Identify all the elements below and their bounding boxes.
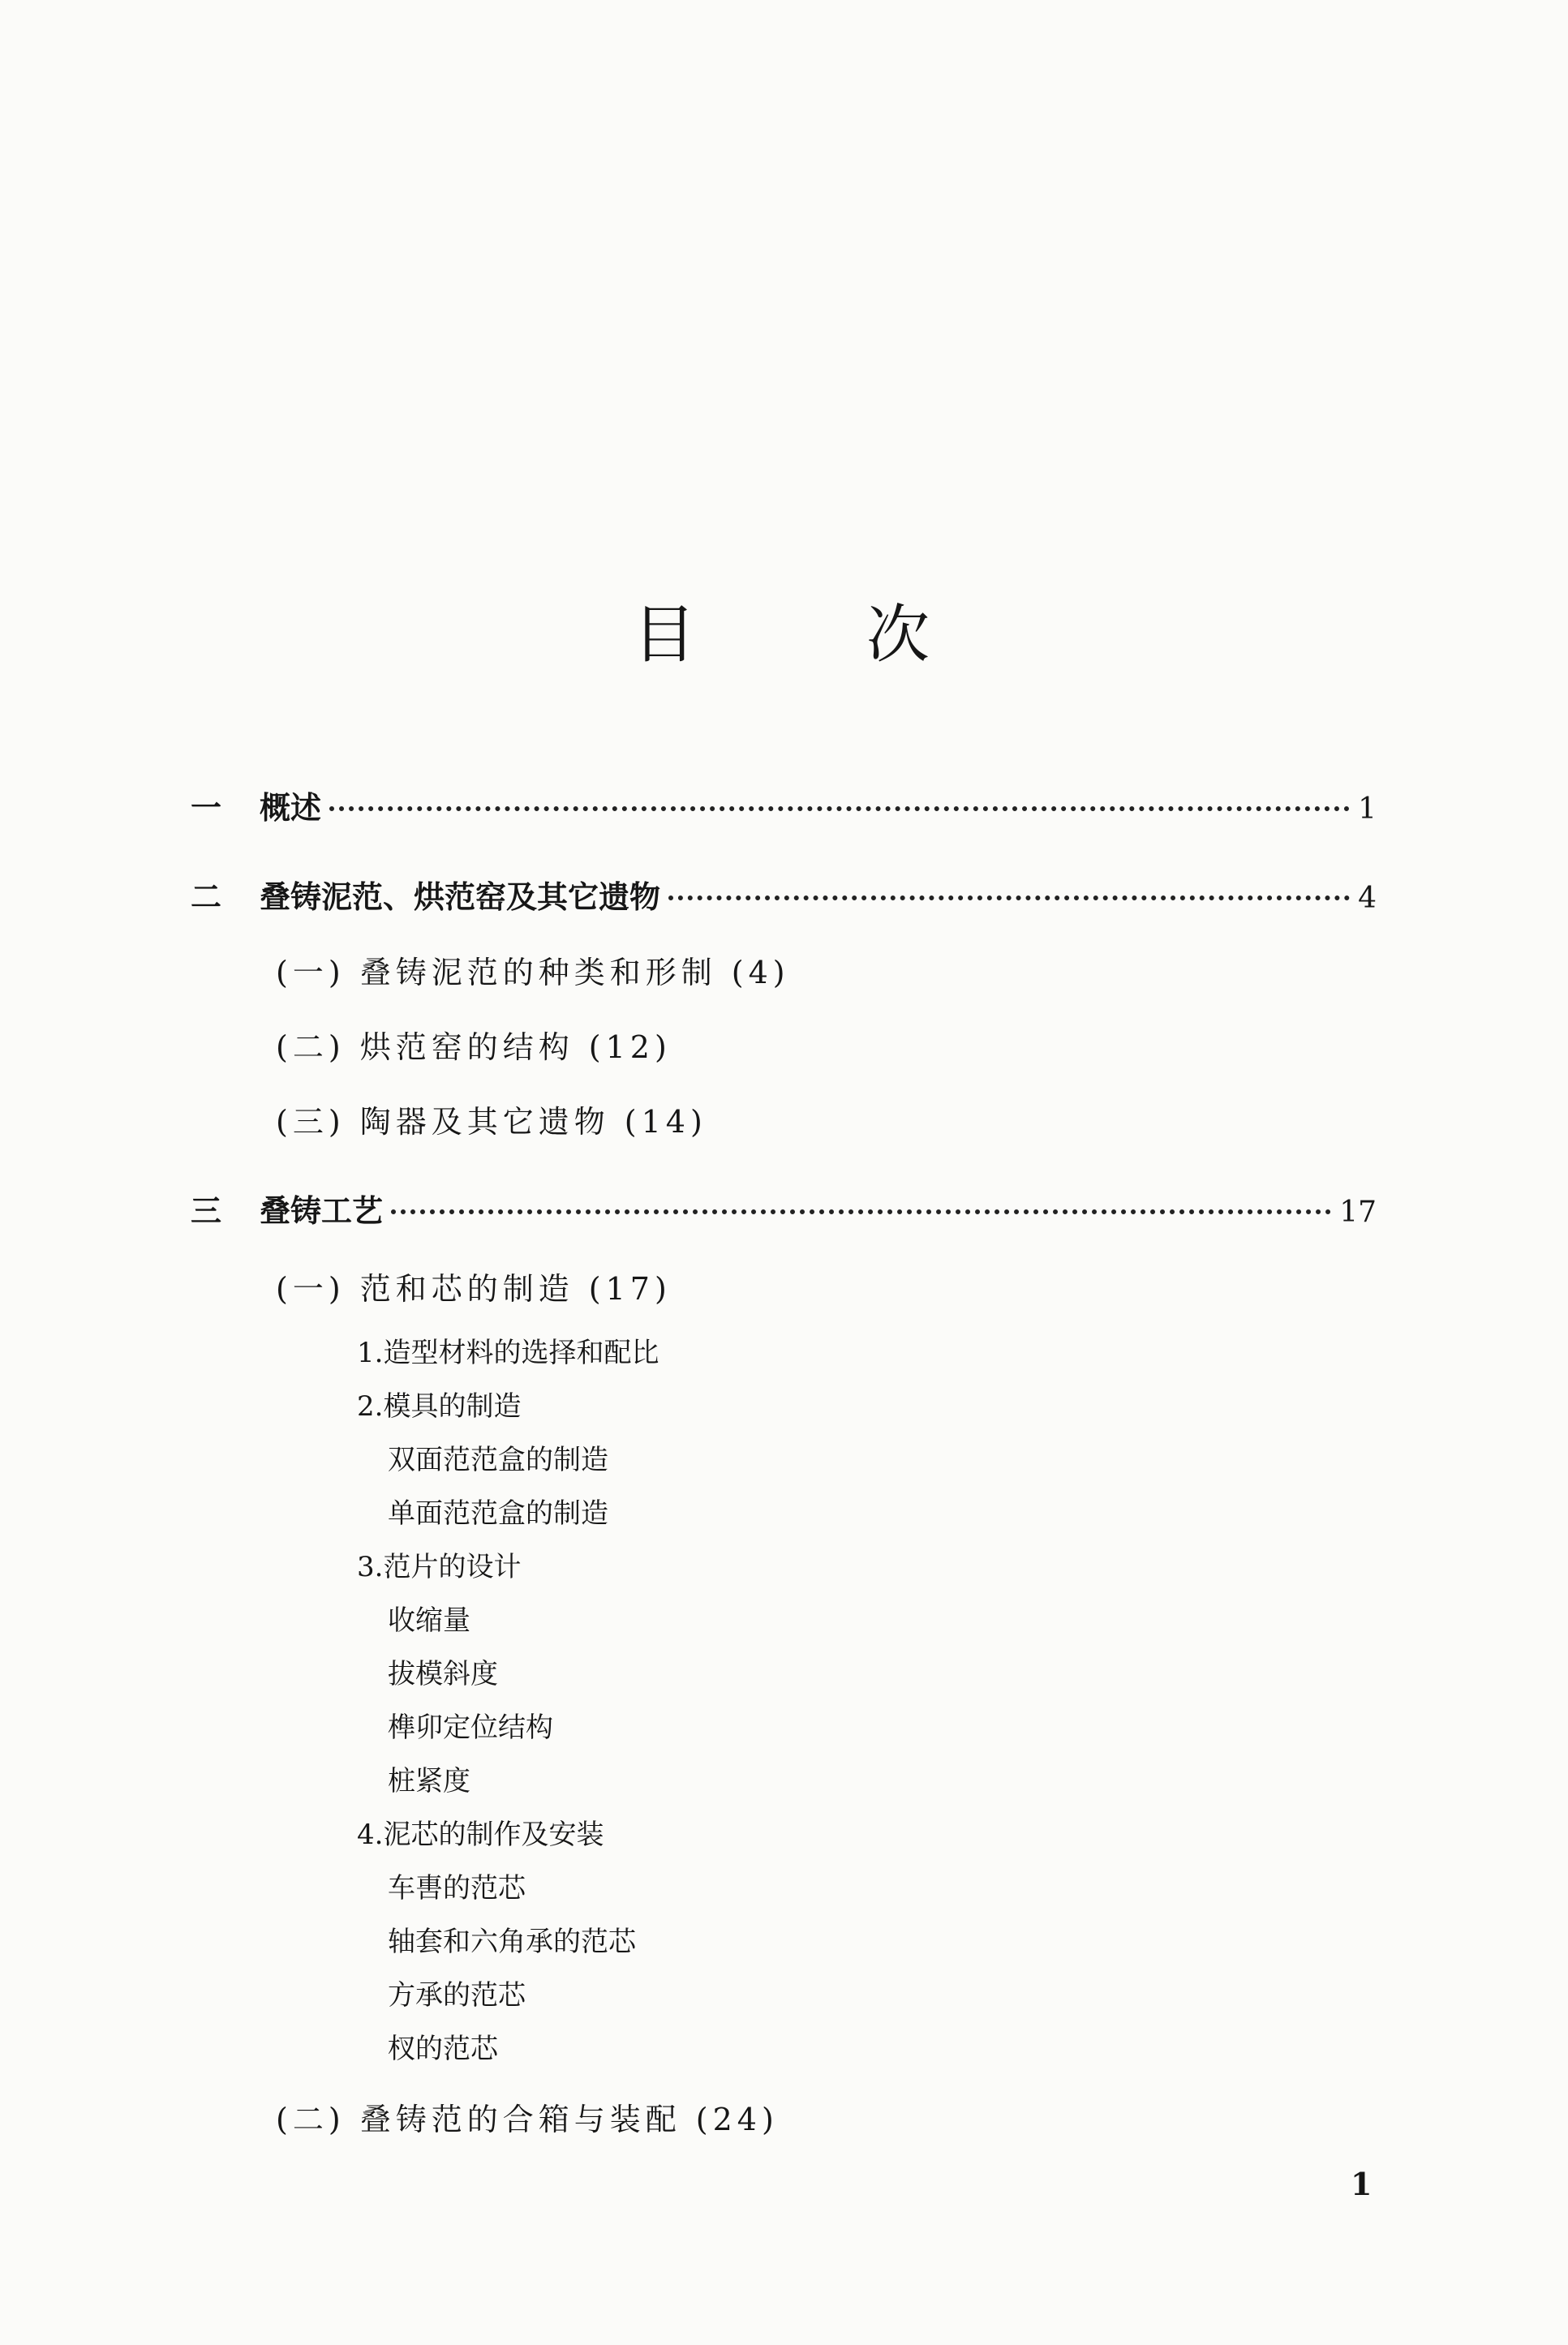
chapter-title: 概述 [260,789,322,826]
toc-section-3-2[interactable]: (二) 叠铸范的合箱与装配 (24) [276,2102,779,2137]
toc-chapter-2[interactable] [191,872,1377,917]
dot-leader [668,895,1350,900]
toc-subitem[interactable]: 单面范范盒的制造 [388,1497,608,1530]
page-title [633,584,930,675]
toc-item[interactable]: 2.模具的制造 [357,1390,522,1423]
toc-subitem[interactable]: 榫卯定位结构 [388,1712,553,1744]
toc-chapter-3[interactable] [191,1186,1377,1230]
chapter-page-number: 1 [1358,792,1377,826]
toc-subitem[interactable]: 拔模斜度 [388,1658,498,1690]
toc-section-2-2[interactable]: (二) 烘范窑的结构 (12) [276,1029,672,1065]
toc-item[interactable]: 4.泥芯的制作及安装 [357,1819,604,1851]
dot-leader [391,1209,1331,1214]
toc-item[interactable]: 1.造型材料的选择和配比 [357,1337,659,1369]
chapter-title: 叠铸工艺 [260,1192,384,1229]
toc-item[interactable]: 3.范片的设计 [357,1551,522,1583]
title-char-left: 目 [633,599,697,672]
toc-section-2-3[interactable]: (三) 陶器及其它遗物 (14) [276,1104,707,1140]
toc-subitem[interactable]: 收缩量 [388,1604,470,1637]
toc-chapter-1[interactable] [191,783,1377,827]
chapter-title: 叠铸泥范、烘范窑及其它遗物 [260,878,661,915]
chapter-number: 二 [191,878,222,915]
toc-section-3-1[interactable]: (一) 范和芯的制造 (17) [276,1271,672,1307]
chapter-number: 一 [191,789,222,826]
page-number: 1 [1351,2166,1373,2202]
toc-subitem[interactable]: 轴套和六角承的范芯 [388,1926,636,1958]
toc-subitem[interactable]: 车軎的范芯 [388,1872,526,1905]
toc-subitem[interactable]: 双面范范盒的制造 [388,1444,608,1476]
title-char-right: 次 [866,599,930,672]
chapter-page-number: 17 [1339,1196,1377,1229]
toc-subitem[interactable]: 桩紧度 [388,1765,470,1797]
chapter-page-number: 4 [1358,882,1377,915]
toc-subitem[interactable]: 杈的范芯 [388,2033,498,2065]
chapter-number: 三 [191,1192,222,1229]
toc-section-2-1[interactable]: (一) 叠铸泥范的种类和形制 (4) [276,955,790,990]
dot-leader [329,806,1350,811]
toc-subitem[interactable]: 方承的范芯 [388,1979,526,2012]
